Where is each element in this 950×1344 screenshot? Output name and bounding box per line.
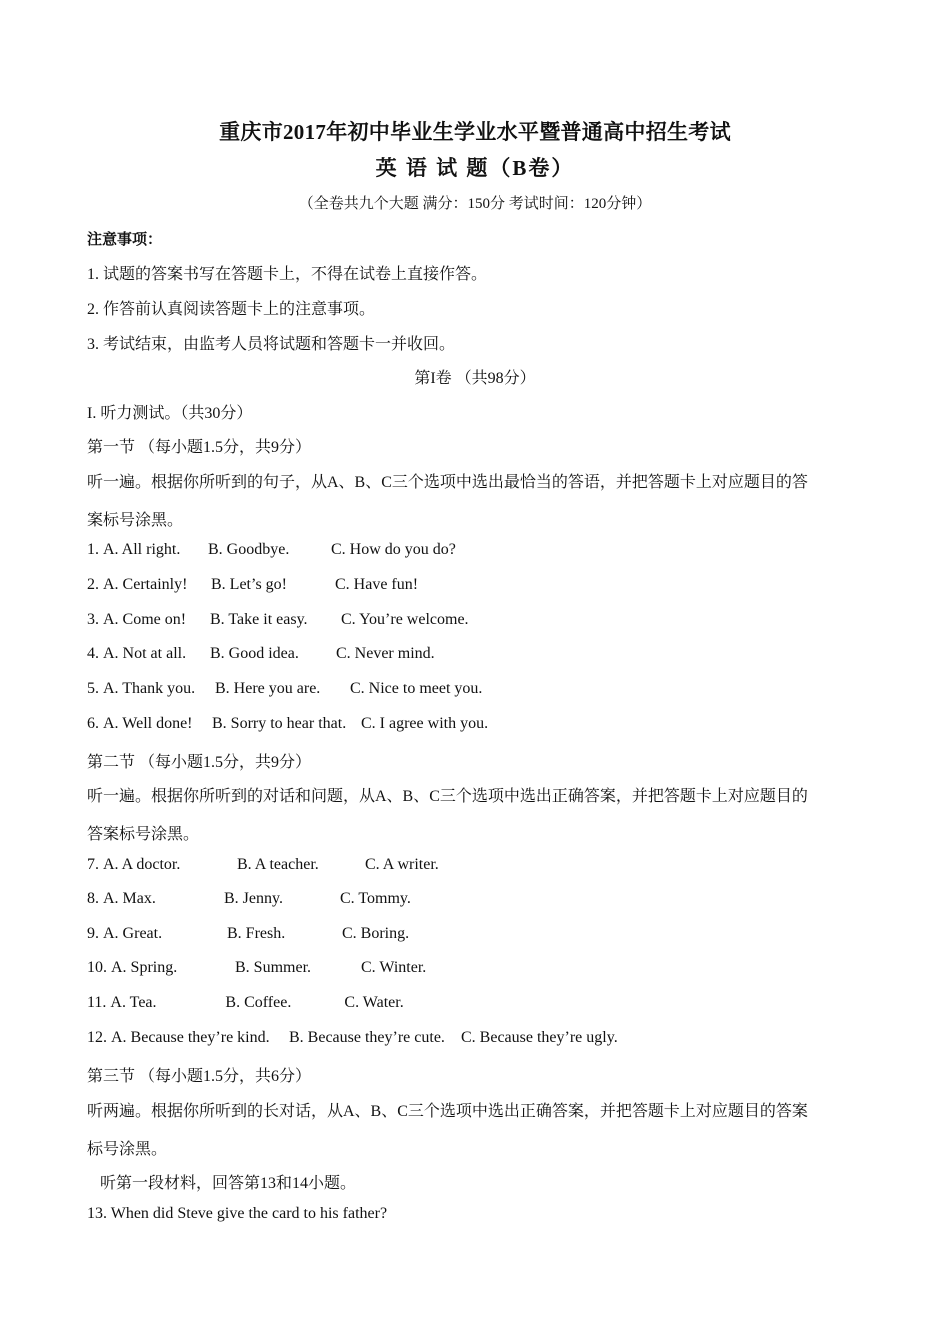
question-6: [87, 715, 488, 733]
notice-item-2: 2. 作答前认真阅读答题卡上的注意事项。: [87, 301, 376, 318]
option-c: C. How do you do?: [331, 541, 456, 558]
question-11: [87, 994, 404, 1012]
option-a: A. Great.: [103, 925, 163, 942]
option-b: B. Goodbye.: [208, 541, 290, 558]
option-b: B. Good idea.: [210, 645, 299, 662]
option-a: A. All right.: [103, 541, 181, 558]
option-c: C. Boring.: [342, 925, 410, 942]
section2-instruction: 听一遍。根据你所听到的对话和问题，从A、B、C三个选项中选出正确答案，并把答题卡上对应题目的: [87, 788, 808, 805]
question-8: [87, 890, 411, 908]
question-number: 6.: [87, 715, 99, 732]
option-a: A. Spring.: [111, 959, 178, 976]
exam-info: （全卷共九个大题 满分：150分 考试时间：120分钟）: [298, 196, 652, 212]
notice-item-3: 3. 考试结束，由监考人员将试题和答题卡一并收回。: [87, 336, 456, 353]
option-b: B. Jenny.: [224, 890, 283, 907]
section3-instruction: 听两遍。根据你所听到的长对话，从A、B、C三个选项中选出正确答案，并把答题卡上对应题目的答案: [87, 1103, 808, 1120]
option-b: B. Because they’re cute.: [289, 1029, 445, 1046]
question-number: 5.: [87, 680, 99, 697]
section1-instruction-cont: 案标号涂黑。: [87, 512, 184, 529]
option-b: B. Fresh.: [227, 925, 286, 942]
option-a: A. Come on!: [103, 611, 187, 628]
option-a: A. Max.: [103, 890, 156, 907]
question-number: 12.: [87, 1029, 107, 1046]
option-b: B. Let’s go!: [211, 576, 287, 593]
question-4: [87, 645, 435, 663]
option-c: C. Winter.: [361, 959, 427, 976]
question-13: 13. When did Steve give the card to his father?: [87, 1205, 388, 1222]
question-1: [87, 541, 456, 559]
question-5: [87, 680, 482, 698]
question-number: 2.: [87, 576, 99, 593]
question-number: 9.: [87, 925, 99, 942]
option-c: C. Water.: [344, 994, 404, 1011]
question-3: [87, 611, 469, 629]
option-a: A. Because they’re kind.: [111, 1029, 270, 1046]
question-number: 4.: [87, 645, 99, 662]
option-a: A. Tea.: [110, 994, 157, 1011]
question-number: 3.: [87, 611, 99, 628]
option-c: C. A writer.: [365, 856, 439, 873]
question-7: [87, 856, 439, 874]
section3-instruction-cont: 标号涂黑。: [87, 1141, 168, 1158]
option-a: A. Certainly!: [103, 576, 188, 593]
option-a: A. A doctor.: [103, 856, 181, 873]
exam-title: 重庆市2017年初中毕业生学业水平暨普通高中招生考试: [219, 120, 731, 144]
question-number: 1.: [87, 541, 99, 558]
option-c: C. Tommy.: [340, 890, 411, 907]
option-b: B. A teacher.: [237, 856, 319, 873]
question-12: [87, 1029, 618, 1047]
question-number: 11.: [87, 994, 107, 1011]
material-note: 听第一段材料，回答第13和14小题。: [100, 1175, 357, 1192]
question-9: [87, 925, 409, 943]
question-number: 7.: [87, 856, 99, 873]
option-c: C. Because they’re ugly.: [461, 1029, 618, 1046]
notice-heading: 注意事项：: [87, 232, 163, 248]
question-number: 8.: [87, 890, 99, 907]
option-c: C. You’re welcome.: [341, 611, 469, 628]
option-b: B. Summer.: [235, 959, 312, 976]
section1-instruction: 听一遍。根据你所听到的句子，从A、B、C三个选项中选出最恰当的答语，并把答题卡上对应题目的答: [87, 474, 808, 491]
section3-heading: 第三节 （每小题1.5分，共6分）: [87, 1068, 312, 1085]
option-a: A. Well done!: [103, 715, 193, 732]
notice-item-1: 1. 试题的答案书写在答题卡上，不得在试卷上直接作答。: [87, 266, 488, 283]
option-a: A. Not at all.: [103, 645, 187, 662]
option-b: B. Sorry to hear that.: [212, 715, 347, 732]
option-c: C. I agree with you.: [361, 715, 489, 732]
part1-heading: I. 听力测试。（共30分）: [87, 405, 253, 422]
option-a: A. Thank you.: [103, 680, 196, 697]
section2-heading: 第二节 （每小题1.5分，共9分）: [87, 754, 312, 771]
exam-subtitle: 英 语 试 题（B卷）: [375, 156, 575, 180]
section1-heading: 第一节 （每小题1.5分，共9分）: [87, 439, 312, 456]
volume-heading: 第I卷 （共98分）: [414, 370, 536, 387]
question-2: [87, 576, 418, 594]
option-c: C. Never mind.: [336, 645, 435, 662]
option-c: C. Nice to meet you.: [350, 680, 483, 697]
option-c: C. Have fun!: [335, 576, 419, 593]
option-b: B. Coffee.: [225, 994, 292, 1011]
option-b: B. Here you are.: [215, 680, 321, 697]
question-number: 10.: [87, 959, 107, 976]
question-10: [87, 959, 426, 977]
section2-instruction-cont: 答案标号涂黑。: [87, 826, 200, 843]
option-b: B. Take it easy.: [210, 611, 308, 628]
